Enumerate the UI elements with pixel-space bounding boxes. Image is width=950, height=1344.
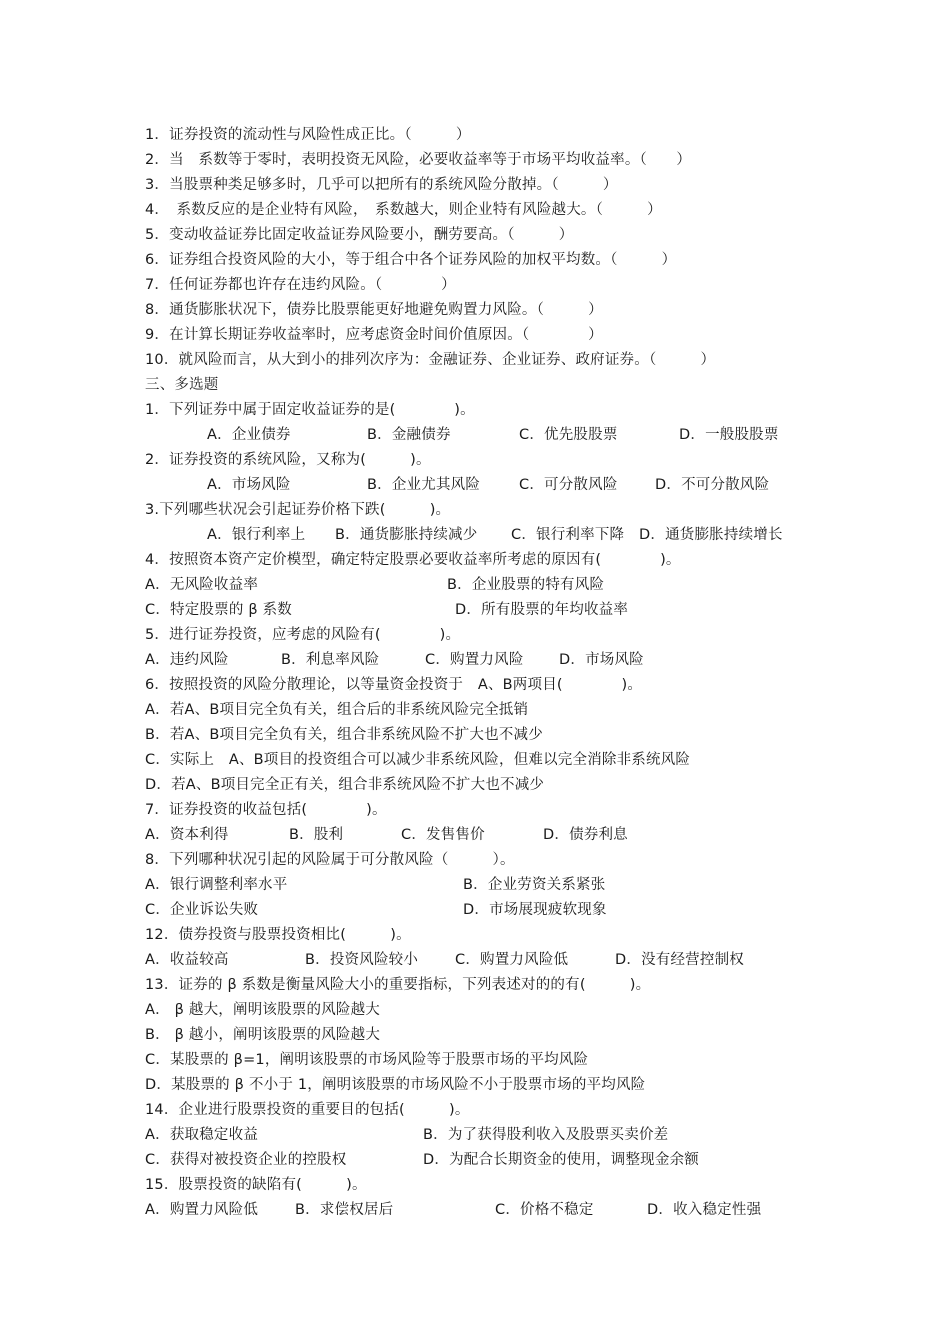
question-8-stem: 8．下列哪种状况引起的风险属于可分散风险（ ）。 — [145, 852, 515, 868]
question-2-stem: 2．证券投资的系统风险，又称为( )。 — [145, 452, 431, 468]
question-4-option-a: A．无风险收益率 — [145, 577, 259, 593]
question-15-option-a: A．购置力风险低 — [145, 1202, 259, 1218]
question-8-option-b: B．企业劳资关系紧张 — [463, 877, 606, 893]
question-3-option-a: A．银行利率上 — [207, 527, 306, 543]
question-1-option-d: D．一般股股票 — [679, 427, 779, 443]
question-12-option-a: A．收益较高 — [145, 952, 229, 968]
tf-item-1: 1．证券投资的流动性与风险性成正比。（ ） — [145, 127, 471, 143]
tf-item-10: 10．就风险而言，从大到小的排列次序为：金融证券、企业证券、政府证券。（ ） — [145, 352, 716, 368]
tf-item-3: 3．当股票种类足够多时，几乎可以把所有的系统风险分散掉。（ ） — [145, 177, 618, 193]
question-5-stem: 5．进行证券投资，应考虑的风险有( )。 — [145, 627, 461, 643]
question-13-option-d: D．某股票的 β 不小于 1，阐明该股票的市场风险不小于股票市场的平均风险 — [145, 1077, 646, 1093]
question-12-option-b: B．投资风险较小 — [305, 952, 419, 968]
question-7-option-d: D．债券利息 — [543, 827, 628, 843]
question-15-option-b: B．求偿权居后 — [295, 1202, 394, 1218]
tf-item-9: 9．在计算长期证券收益率时，应考虑资金时间价值原因。（ ） — [145, 327, 603, 343]
tf-item-8: 8．通货膨胀状况下，债券比股票能更好地避免购置力风险。（ ） — [145, 302, 603, 318]
question-3-option-d: D．通货膨胀持续增长 — [639, 527, 783, 543]
question-8-option-c: C．企业诉讼失败 — [145, 902, 259, 918]
question-8-option-d: D．市场展现疲软现象 — [463, 902, 607, 918]
question-6-option-a: A．若A、B项目完全负有关，组合后的非系统风险完全抵销 — [145, 702, 529, 718]
question-6-stem: 6．按照投资的风险分散理论，以等量资金投资于 A、B两项目( )。 — [145, 677, 643, 693]
question-3-option-c: C．银行利率下降 — [511, 527, 625, 543]
tf-item-2: 2．当 系数等于零时，表明投资无风险，必要收益率等于市场平均收益率。（ ） — [145, 152, 692, 168]
question-4-stem: 4．按照资本资产定价模型，确定特定股票必要收益率所考虑的原因有( )。 — [145, 552, 681, 568]
section-title: 三、多选题 — [145, 377, 219, 393]
question-15-option-d: D．收入稳定性强 — [647, 1202, 762, 1218]
question-6-option-d: D．若A、B项目完全正有关，组合非系统风险不扩大也不减少 — [145, 777, 545, 793]
question-2-option-c: C．可分散风险 — [519, 477, 618, 493]
question-5-option-b: B．利息率风险 — [281, 652, 380, 668]
question-1-option-b: B．金融债券 — [367, 427, 451, 443]
question-7-stem: 7．证券投资的收益包括( )。 — [145, 802, 387, 818]
tf-item-4: 4． 系数反应的是企业特有风险， 系数越大，则企业特有风险越大。（ ） — [145, 202, 662, 218]
tf-item-5: 5．变动收益证券比固定收益证券风险要小，酬劳要高。（ ） — [145, 227, 574, 243]
question-15-option-c: C．价格不稳定 — [495, 1202, 594, 1218]
question-8-option-a: A．银行调整利率水平 — [145, 877, 288, 893]
tf-item-7: 7．任何证券都也许存在违约风险。（ ） — [145, 277, 456, 293]
question-12-option-c: C．购置力风险低 — [455, 952, 569, 968]
question-14-option-b: B．为了获得股利收入及股票买卖价差 — [423, 1127, 669, 1143]
question-13-option-c: C．某股票的 β=1，阐明该股票的市场风险等于股票市场的平均风险 — [145, 1052, 589, 1068]
question-4-option-c: C．特定股票的 β 系数 — [145, 602, 292, 618]
question-4-option-b: B．企业股票的特有风险 — [447, 577, 605, 593]
question-1-stem: 1．下列证券中属于固定收益证券的是( )。 — [145, 402, 475, 418]
question-13-option-a: A． β 越大，阐明该股票的风险越大 — [145, 1002, 380, 1018]
question-3-option-b: B．通货膨胀持续减少 — [335, 527, 478, 543]
question-2-option-b: B．企业尤其风险 — [367, 477, 481, 493]
question-6-option-b: B．若A、B项目完全负有关，组合非系统风险不扩大也不减少 — [145, 727, 543, 743]
question-12-stem: 12．债券投资与股票投资相比( )。 — [145, 927, 411, 943]
question-14-stem: 14．企业进行股票投资的重要目的包括( )。 — [145, 1102, 470, 1118]
tf-item-6: 6．证券组合投资风险的大小，等于组合中各个证券风险的加权平均数。（ ） — [145, 252, 677, 268]
question-6-option-c: C．实际上 A、B项目的投资组合可以减少非系统风险，但难以完全消除非系统风险 — [145, 752, 691, 768]
question-7-option-a: A．资本利得 — [145, 827, 229, 843]
question-7-option-c: C．发售售价 — [401, 827, 485, 843]
question-14-option-c: C．获得对被投资企业的控股权 — [145, 1152, 347, 1168]
question-5-option-d: D．市场风险 — [559, 652, 644, 668]
question-2-option-a: A．市场风险 — [207, 477, 291, 493]
question-1-option-a: A．企业债券 — [207, 427, 291, 443]
question-15-stem: 15．股票投资的缺陷有( )。 — [145, 1177, 367, 1193]
question-4-option-d: D．所有股票的年均收益率 — [455, 602, 629, 618]
question-2-option-d: D．不可分散风险 — [655, 477, 770, 493]
question-1-option-c: C．优先股股票 — [519, 427, 618, 443]
question-7-option-b: B．股利 — [289, 827, 344, 843]
question-3-stem: 3.下列哪些状况会引起证券价格下跌( )。 — [145, 502, 451, 518]
question-12-option-d: D．没有经营控制权 — [615, 952, 744, 968]
question-14-option-d: D．为配合长期资金的使用，调整现金余额 — [423, 1152, 699, 1168]
question-13-option-b: B． β 越小，阐明该股票的风险越大 — [145, 1027, 381, 1043]
question-13-stem: 13．证券的 β 系数是衡量风险大小的重要指标，下列表述对的的有( )。 — [145, 977, 651, 993]
question-5-option-c: C．购置力风险 — [425, 652, 524, 668]
question-5-option-a: A．违约风险 — [145, 652, 229, 668]
question-14-option-a: A．获取稳定收益 — [145, 1127, 259, 1143]
